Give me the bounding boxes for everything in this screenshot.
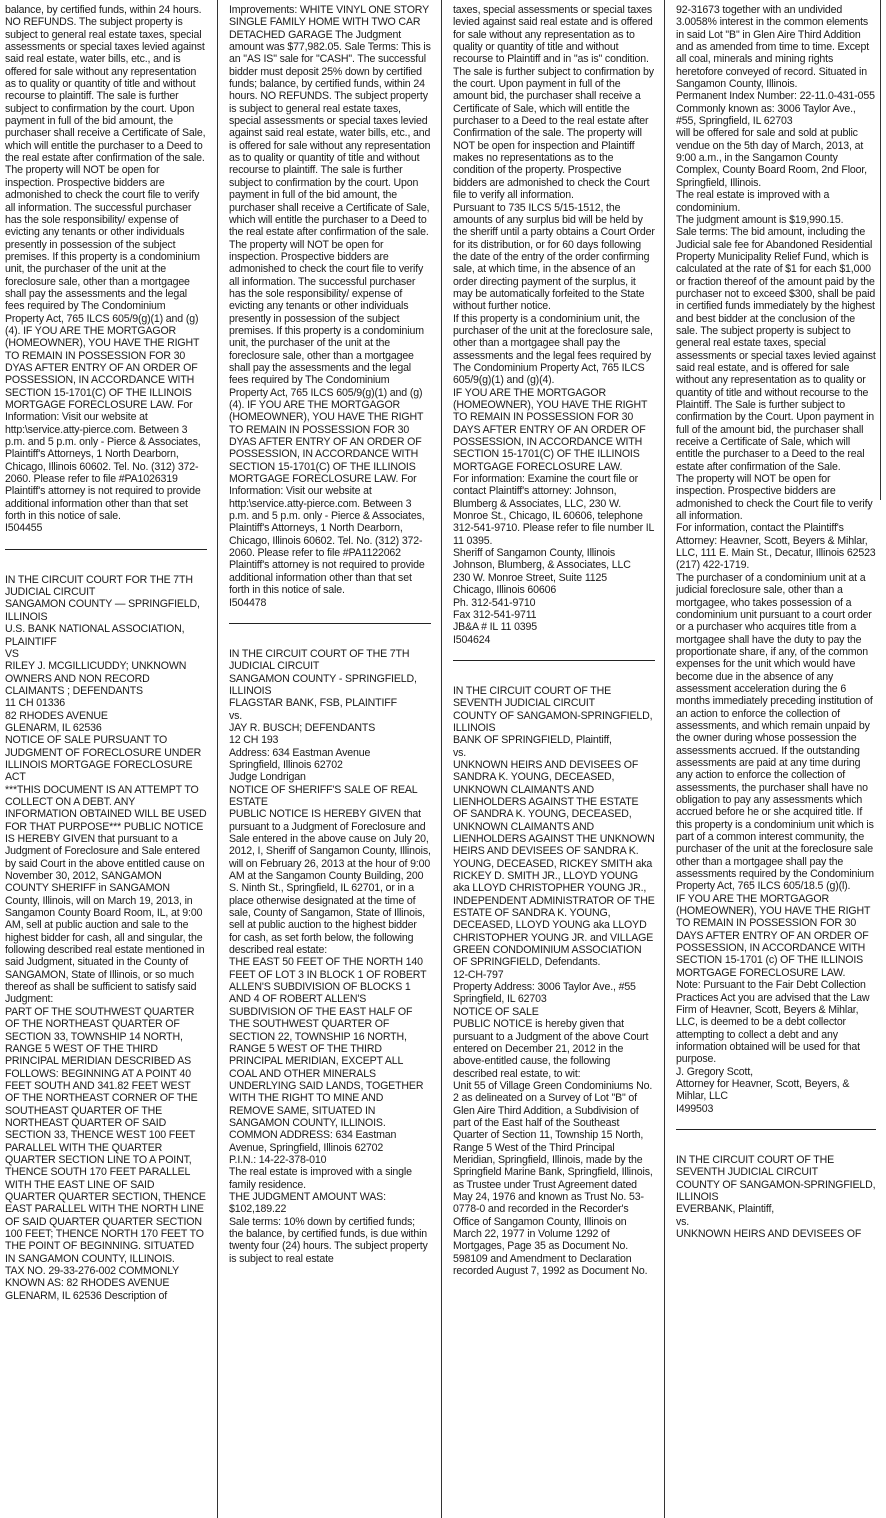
notice-text: IN THE CIRCUIT COURT OF THE SEVENTH JUDICIAL CIRCUIT COUNTY OF SANGAMON-SPRINGFIELD, ILLINOIS BANK OF SPRINGFIELD, Plaintiff, vs. UNKNOWN HEIRS AND DEVISEES OF SANDRA K. YOUNG, DECEASED, UNKNOWN CLAIMANTS AND LIENHOLDERS AGAINST THE ESTATE OF SANDRA K. YOUNG, DECEASED, UNKNOWN CLAIMANTS AND LIENHOLDERS AGAINST THE UNKNOWN HEIRS AND DEVISEES OF SANDRA K. YOUNG, DECEASED, RICKEY SMITH aka RICKEY D. SMITH JR., LLOYD YOUNG aka LLOYD CHRISTOPHER YOUNG JR., INDEPENDENT ADMINISTRATOR OF THE ESTATE OF SANDRA K. YOUNG, DECEASED, LLOYD YOUNG aka LLOYD CHRISTOPHER YOUNG JR. and VILLAGE GREEN CONDOMINIUM ASSOCIATION OF SPRINGFIELD, Defendants. 12-CH-797 Property Address: 3006 Taylor Ave., #55 Springfield, IL 62703 NOTICE OF SALE PUBLIC NOTICE is hereby given that pursuant to a Judgment of the above Court entered on December 21, 2012 in the above-entitled cause, the following described real estate, to wit: Unit 55 of Village Green Condominiums No. 2 as delineated on a Survey of Lot "B" of Glen Aire Third Addition, a Subdivision of part of the East half of the Southeast Quarter of Section 11, Township 15 North, Range 5 West of the Third Principal Meridian, Springfield, Illinois, made by the Springfield Marine Bank, Springfield, Illinois, as Trustee under Trust Agreement dated May 24, 1976 and known as Trust No. 53-0778-0 and recorded in the Recorder's Office of Sangamon County, Illinois on March 22, 1977 in Volume 1292 of Mortgages, Page 35 as Document No. 598109 and Amendment to Declaration recorded August 7, 1992 as Document No. bbox=[453, 684, 655, 1278]
column-2 bbox=[229, 4, 431, 1518]
column-divider bbox=[664, 0, 665, 1518]
notice-text: IN THE CIRCUIT COURT FOR THE 7TH JUDICIAL CIRCUIT SANGAMON COUNTY — SPRINGFIELD, ILLINOIS U.S. BANK NATIONAL ASSOCIATION, PLAINTIFF VS RILEY J. MCGILLICUDDY; UNKNOWN OWNERS AND NON RECORD CLAIMANTS ; DEFENDANTS 11 CH 01336 82 RHODES AVENUE GLENARM, IL 62536 NOTICE OF SALE PURSUANT TO JUDGMENT OF FORECLOSURE UNDER ILLINOIS MORTGAGE FORECLOSURE ACT ***THIS DOCUMENT IS AN ATTEMPT TO COLLECT ON A DEBT. ANY INFORMATION OBTAINED WILL BE USED FOR THAT PURPOSE*** PUBLIC NOTICE IS HEREBY GIVEN that pursuant to a Judgment of Foreclosure and Sale entered by said Court in the above entitled cause on November 30, 2012, SANGAMON COUNTY SHERIFF in SANGAMON County, Illinois, will on March 19, 2013, in Sangamon County Board Room, IL, at 9:00 AM, sell at public auction and sale to the highest bidder for cash, all and singular, the following described real estate mentioned in said Judgment, situated in the County of SANGAMON, State of Illinois, or so much thereof as shall be sufficient to satisfy said Judgment: PART OF THE SOUTHWEST QUARTER OF THE NORTHEAST QUARTER OF SECTION 33, TOWNSHIP 14 NORTH, RANGE 5 WEST OF THE THIRD PRINCIPAL MERIDIAN DESCRIBED AS FOLLOWS: BEGINNING AT A POINT 40 FEET SOUTH AND 341.82 FEET WEST OF THE NORTHEAST CORNER OF THE SOUTHEAST QUARTER OF THE NORTHEAST QUARTER OF SAID SECTION 33, THENCE WEST 100 FEET PARALLEL WITH THE QUARTER QUARTER SECTION LINE TO A POINT, THENCE SOUTH 170 FEET PARALLEL WITH THE EAST LINE OF SAID QUARTER QUARTER SECTION, THENCE EAST PARALLEL WITH THE NORTH LINE OF SAID QUARTER QUARTER SECTION 100 FEET; THENCE NORTH 170 FEET TO THE POINT OF BEGINNING. SITUATED IN SANGAMON COUNTY, ILLINOIS. TAX NO. 29-33-276-002 COMMONLY KNOWN AS: 82 RHODES AVENUE GLENARM, IL 62536 Description of bbox=[5, 573, 207, 1302]
column-1 bbox=[5, 4, 207, 1518]
notice-separator bbox=[453, 660, 655, 661]
column-divider bbox=[441, 0, 442, 1518]
column-3 bbox=[453, 4, 655, 1518]
notice-text: IN THE CIRCUIT COURT OF THE SEVENTH JUDICIAL CIRCUIT COUNTY OF SANGAMON-SPRINGFIELD, ILLINOIS EVERBANK, Plaintiff, vs. UNKNOWN HEIRS AND DEVISEES OF bbox=[676, 1153, 876, 1240]
column-divider bbox=[880, 0, 881, 500]
notice-separator bbox=[229, 623, 431, 624]
column-4 bbox=[676, 4, 876, 1518]
notice-separator bbox=[5, 549, 207, 550]
notice-continuation-text: Improvements: WHITE VINYL ONE STORY SINGLE FAMILY HOME WITH TWO CAR DETACHED GARAGE The Judgment amount was $77,982.05. Sale Terms: This is an "AS IS" sale for "CASH". The successful bidder must deposit 25% down by certified funds; balance, by certified funds, within 24 hours. NO REFUNDS. The subject property is subject to general real estate taxes, special assessments or special taxes levied against said real estate, water bills, etc., and is offered for sale without any representation as to quality or quantity of title and without recourse to plaintiff. The sale is further subject to confirmation by the court. Upon payment in full of the bid amount, the purchaser shall receive a Certificate of Sale, which will entitle the purchaser to a Deed to the real estate after confirmation of the sale. The property will NOT be open for inspection. Prospective bidders are admonished to check the court file to verify all information. The successful purchaser has the sole responsibility/ expense of evicting any tenants or other individuals presently in possession of the subject premises. If this property is a condominium unit, the purchaser of the unit at the foreclosure sale, other than a mortgagee shall pay the assessments and the legal fees required by The Condominium Property Act, 765 ILCS 605/9(g)(1) and (g)(4). IF YOU ARE THE MORTGAGOR (HOMEOWNER), YOU HAVE THE RIGHT TO REMAIN IN POSSESSION FOR 30 DYAS AFTER ENTRY OF AN ORDER OF POSSESSION, IN ACCORDANCE WITH SECTION 15-1701(C) OF THE ILLINOIS MORTGAGE FORECLOSURE LAW. For Information: Visit our website at http:\service.atty-pierce.com. Between 3 p.m. and 5 p.m. only - Pierce & Associates, Plaintiff's Attorneys, 1 North Dearborn, Chicago, Illinois 60602. Tel. No. (312) 372-2060. Please refer to file #PA1122062 Plaintiff's attorney is not required to provide additional information other than that set forth in this notice of sale. I504478 bbox=[229, 4, 431, 609]
notice-continuation-text: taxes, special assessments or special taxes levied against said real estate and is offered for sale without any representation as to quality or quantity of title and without recourse to Plaintiff and in "as is" condition. The sale is further subject to confirmation by the court. Upon payment in full of the amount bid, the purchaser shall receive a Certificate of Sale, which will entitle the purchaser to a Deed to the real estate after Confirmation of the sale. The property will NOT be open for inspection and Plaintiff makes no representations as to the condition of the property. Prospective bidders are admonished to check the Court file to verify all information. Pursuant to 735 ILCS 5/15-1512, the amounts of any surplus bid will be held by the sheriff until a party obtains a Court Order for its distribution, or for 60 days following the date of the entry of the order confirming sale, at which time, in the absence of an order directing payment of the surplus, it may be automatically forfeited to the State without further notice. If this property is a condominium unit, the purchaser of the unit at the foreclosure sale, other than a mortgagee shall pay the assessments and the legal fees required by The Condominium Property Act, 765 ILCS 605/9(g)(1) and (g)(4). IF YOU ARE THE MORTGAGOR (HOMEOWNER), YOU HAVE THE RIGHT TO REMAIN IN POSSESSION FOR 30 DAYS AFTER ENTRY OF AN ORDER OF POSSESSION, IN ACCORDANCE WITH SECTION 15-1701(C) OF THE ILLINOIS MORTGAGE FORECLOSURE LAW. For information: Examine the court file or contact Plaintiff's attorney: Johnson, Blumberg & Associates, LLC, 230 W. Monroe St., Chicago, IL 60606, telephone 312-541-9710. Please refer to file number IL 11 0395. Sheriff of Sangamon County, Illinois Johnson, Blumberg, & Associates, LLC 230 W. Monroe Street, Suite 1125 Chicago, Illinois 60606 Ph. 312-541-9710 Fax 312-541-9711 JB&A # IL 11 0395 I504624 bbox=[453, 4, 655, 646]
column-divider bbox=[217, 0, 218, 1518]
notice-text: IN THE CIRCUIT COURT OF THE 7TH JUDICIAL CIRCUIT SANGAMON COUNTY - SPRINGFIELD, ILLINOIS FLAGSTAR BANK, FSB, PLAINTIFF vs. JAY R. BUSCH; DEFENDANTS 12 CH 193 Address: 634 Eastman Avenue Springfield, Illinois 62702 Judge Londrigan NOTICE OF SHERIFF'S SALE OF REAL ESTATE PUBLIC NOTICE IS HEREBY GIVEN that pursuant to a Judgment of Foreclosure and Sale entered in the above cause on July 20, 2012, I, Sheriff of Sangamon County, Illinois, will on February 26, 2013 at the hour of 9:00 AM at the Sangamon County Building, 200 S. Ninth St., Springfield, IL 62701, or in a place otherwise designated at the time of sale, County of Sangamon, State of Illinois, sell at public auction to the highest bidder for cash, as set forth below, the following described real estate: THE EAST 50 FEET OF THE NORTH 140 FEET OF LOT 3 IN BLOCK 1 OF ROBERT ALLEN'S SUBDIVISION OF BLOCKS 1 AND 4 OF ROBERT ALLEN'S SUBDIVISION OF THE EAST HALF OF THE SOUTHWEST QUARTER OF SECTION 22, TOWNSHIP 16 NORTH, RANGE 5 WEST OF THE THIRD PRINCIPAL MERIDIAN, EXCEPT ALL COAL AND OTHER MINERALS UNDERLYING SAID LANDS, TOGETHER WITH THE RIGHT TO MINE AND REMOVE SAME, SITUATED IN SANGAMON COUNTY, ILLINOIS. COMMON ADDRESS: 634 Eastman Avenue, Springfield, Illinois 62702 P.I.N.: 14-22-378-010 The real estate is improved with a single family residence. THE JUDGMENT AMOUNT WAS: $102,189.22 Sale terms: 10% down by certified funds; the balance, by certified funds, is due within twenty four (24) hours. The subject property is subject to real estate bbox=[229, 647, 431, 1265]
notice-continuation-text: balance, by certified funds, within 24 hours. NO REFUNDS. The subject property is subject to general real estate taxes, special assessments or special taxes levied against said real estate, water bills, etc., and is offered for sale without any representation as to quality or quantity of title and without recourse to plaintiff. The sale is further subject to confirmation by the court. Upon payment in full of the bid amount, the purchaser shall receive a Certificate of Sale, which will entitle the purchaser to a Deed to the real estate after confirmation of the sale. The property will NOT be open for inspection. Prospective bidders are admonished to check the court file to verify all information. The successful purchaser has the sole responsibility/ expense of evicting any tenants or other individuals presently in possession of the subject premises. If this property is a condominium unit, the purchaser of the unit at the foreclosure sale, other than a mortgagee shall pay the assessments and the legal fees required by The Condominium Property Act, 765 ILCS 605/9(g)(1) and (g)(4). IF YOU ARE THE MORTGAGOR (HOMEOWNER), YOU HAVE THE RIGHT TO REMAIN IN POSSESSION FOR 30 DYAS AFTER ENTRY OF AN ORDER OF POSSESSION, IN ACCORDANCE WITH SECTION 15-1701(C) OF THE ILLINOIS MORTGAGE FORECLOSURE LAW. For Information: Visit our website at http:\service.atty-pierce.com. Between 3 p.m. and 5 p.m. only - Pierce & Associates, Plaintiff's Attorneys, 1 North Dearborn, Chicago, Illinois 60602. Tel. No. (312) 372-2060. Please refer to file #PA1026319 Plaintiff's attorney is not required to provide additional information other than that set forth in this notice of sale. I504455 bbox=[5, 4, 206, 535]
notice-separator bbox=[676, 1129, 876, 1130]
notice-continuation-text: 92-31673 together with an undivided 3.0058% interest in the common elements in said Lot "B" in Glen Aire Third Addition and as amended from time to time. Except all coal, minerals and mining rights heretofore conveyed of record. Situated in Sangamon County, Illinois. Permanent Index Number: 22-11.0-431-055 Commonly known as: 3006 Taylor Ave., #55, Springfield, IL 62703 will be offered for sale and sold at public vendue on the 5th day of March, 2013, at 9:00 a.m., in the Sangamon County Complex, County Board Room, 2nd Floor, Springfield, Illinois. The real estate is improved with a condominium. The judgment amount is $19,990.15. Sale terms: The bid amount, including the Judicial sale fee for Abandoned Residential Property Municipality Relief Fund, which is calculated at the rate of $1 for each $1,000 or fraction thereof of the amount paid by the purchaser not to exceed $300, shall be paid in certified funds immediately by the highest and best bidder at the conclusion of the sale. The subject property is subject to general real estate taxes, special assessments or special taxes levied against said real estate, and is offered for sale without any representation as to quality or quantity of title and without recourse to the Plaintiff. The Sale is further subject to confirmation by the Court. Upon payment in full of the amount bid, the purchaser shall receive a Certificate of Sale, which will entitle the purchaser to a Deed to the real estate after confirmation of the Sale. The property will NOT be open for inspection. Prospective bidders are admonished to check the Court file to verify all information. For information, contact the Plaintiff's Attorney: Heavner, Scott, Beyers & Mihlar, LLC, 111 E. Main St., Decatur, Illinois 62523 (217) 422-1719. The purchaser of a condominium unit at a judicial foreclosure sale, other than a mortgagee, who takes possession of a condominium unit pursuant to a court order or a purchaser who acquires title from a mortgagee shall have the duty to pay the proportionate share, if any, of the common expenses for the unit which would have become due in the absence of any assessment acceleration during the 6 months immediately preceding institution of an action to enforce the collection of assessments, and which remain unpaid by the owner during whose possession the assessments accrued. If the outstanding assessments are paid at any time during any action to enforce the collection of assessments, the purchaser shall have no obligation to pay any assessments which accrued before he or she acquired title. If this property is a condominium unit which is part of a common interest community, the purchaser of the unit at the foreclosure sale other than a mortgagee shall pay the assessments required by the Condominium Property Act, 765 ILCS 605/18.5 (g)(l). IF YOU ARE THE MORTGAGOR (HOMEOWNER), YOU HAVE THE RIGHT TO REMAIN IN POSSESSION FOR 30 DAYS AFTER ENTRY OF AN ORDER OF POSSESSION, IN ACCORDANCE WITH SECTION 15-1701 (c) OF THE ILLINOIS MORTGAGE FORECLOSURE LAW. Note: Pursuant to the Fair Debt Collection Practices Act you are advised that the Law Firm of Heavner, Scott, Beyers & Mihlar, LLC, is deemed to be a debt collector attempting to collect a debt and any information obtained will be used for that purpose. J. Gregory Scott, Attorney for Heavner, Scott, Beyers, & Mihlar, LLC I499503 bbox=[676, 4, 876, 1115]
